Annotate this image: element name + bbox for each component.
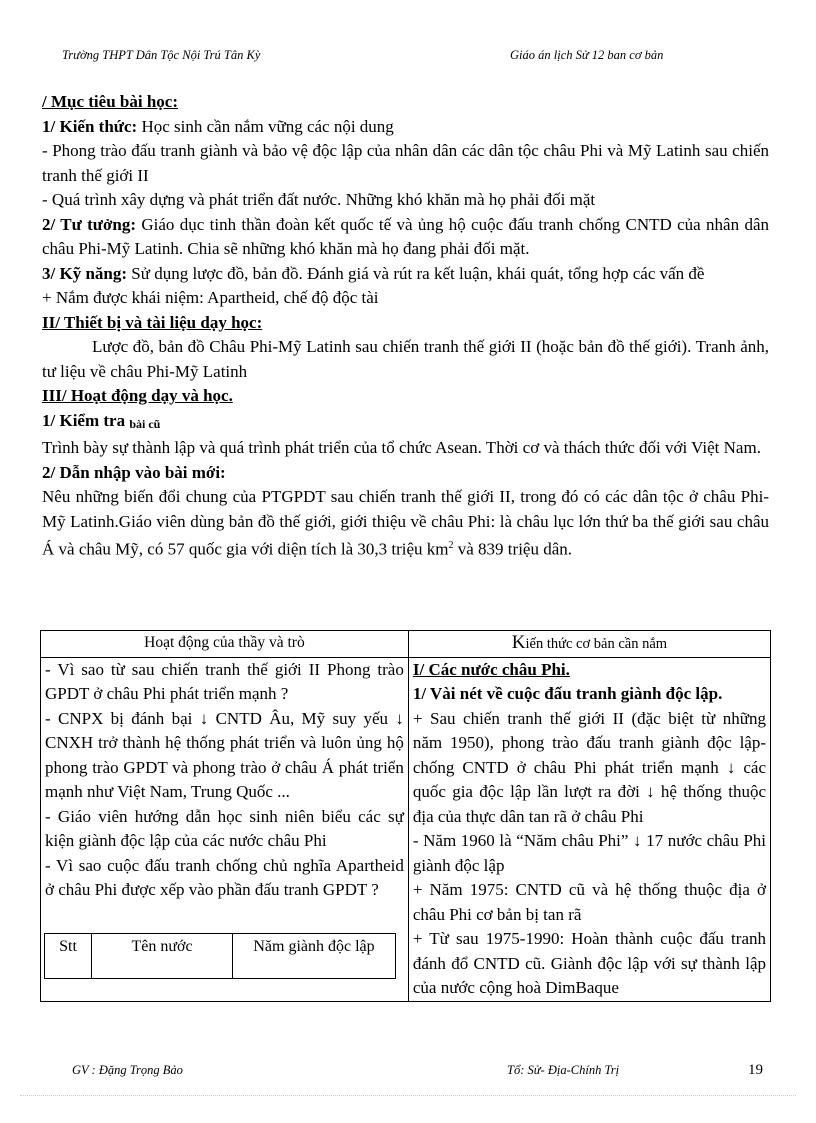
school-name: Trường THPT Dân Tộc Nội Trú Tân Kỳ xyxy=(62,48,261,62)
knowledge-item-1: - Phong trào đấu tranh giành và bảo vệ độc lập của nhân dân các dân tộc châu Phi và Mỹ Latinh sau chiến tranh thế giới II xyxy=(42,141,769,185)
activities-heading: III/ Hoạt động dạy và học. xyxy=(42,386,233,405)
sub-header-row xyxy=(45,933,396,978)
table-header-row xyxy=(41,631,771,658)
knowledge-point-2: - Năm 1960 là “Năm châu Phi” ↓ 17 nước châu Phi giành độc lập xyxy=(412,831,766,875)
intro-heading: 2/ Dẫn nhập vào bài mới: xyxy=(42,462,226,482)
department-name: Tổ: Sử- Địa-Chính Trị xyxy=(507,1063,620,1077)
table-body-row xyxy=(41,657,771,1001)
teacher-student-header: Hoạt động của thầy và trò xyxy=(41,631,409,658)
skill-item-2: + Nắm được khái niệm: Apartheid, chế độ độc tài xyxy=(42,288,379,307)
knowledge-header: Kiến thức cơ bản cần nắm xyxy=(408,631,770,658)
check-heading: 1/ Kiểm tra bài cũ xyxy=(42,410,161,431)
year-header: Năm giành độc lập xyxy=(233,933,396,978)
basic-knowledge xyxy=(408,657,770,1001)
intro-text: Nêu những biến đổi chung của PTGPDT sau chiến tranh thế giới II, trong đó có các dân tộc ở châu Phi-Mỹ Latinh.Giáo viên dùng bản đồ thế giới, giới thiệu về châu Phi: là châu lục lớn thứ ba thế giới sau châu Á và châu Mỹ, có 57 quốc gia với diện tích là 30,3 triệu $km^2$ và 839 triệu dân. xyxy=(42,487,769,559)
thought-line: 2/ Tư tưởng: Giáo dục tinh thần đoàn kết quốc tế và ủng hộ cuộc đấu tranh chống CNTD của nhân dân châu Phi-Mỹ Latinh. Chia sẽ những khó khăn mà họ đang phải đối mặt. xyxy=(42,214,769,258)
teacher-activities xyxy=(41,657,409,1001)
objectives-heading: / Mục tiêu bài học: xyxy=(42,92,178,111)
superscript-2: 2 xyxy=(448,540,454,551)
thought-label: 2/ Tư tưởng: xyxy=(42,214,137,234)
knowledge-line: 1/ Kiến thức: Học sinh cần nắm vững các nội dung xyxy=(42,116,394,136)
knowledge-item-2: - Quá trình xây dựng và phát triển đất nước. Những khó khăn mà họ phải đối mặt xyxy=(42,190,596,209)
knowledge-label: 1/ Kiến thức: xyxy=(42,116,138,136)
lesson-table xyxy=(40,630,771,1002)
lesson-content xyxy=(42,90,769,562)
activity-answer-1: - CNPX bị đánh bại ↓ CNTD Âu, Mỹ suy yếu ↓ CNXH trở thành hệ thống phát triển và luôn ủng hộ phong trào GPDT và phong trào ở châu Á phát triển mạnh như Việt Nam, Trung Quốc ... xyxy=(45,708,404,801)
equipment-text: Lược đồ, bản đồ Châu Phi-Mỹ Latinh sau chiến tranh thế giới II (hoặc bản đồ thế giới). Tranh ảnh, tư liệu về châu Phi-Mỹ Latinh xyxy=(42,337,769,381)
skill-label: 3/ Kỹ năng: xyxy=(42,263,128,283)
document-title: Giáo án lịch Sử 12 ban cơ bản xyxy=(510,48,664,62)
page-divider xyxy=(20,1095,796,1096)
activity-question-1: - Vì sao từ sau chiến tranh thế giới II Phong trào GPDT ở châu Phi phát triển mạnh ? xyxy=(45,659,404,703)
independence-table xyxy=(44,933,396,979)
knowledge-point-4: + Từ sau 1975-1990: Hoàn thành cuộc đấu tranh đánh đổ CNTD cũ. Giành độc lập với sự thành lập của nước cộng hoà DimBaque xyxy=(412,929,766,997)
struggle-subheading: 1/ Vài nét về cuộc đấu tranh giành độc lập. xyxy=(412,684,723,703)
knowledge-point-1: + Sau chiến tranh thế giới II (đặc biệt từ những năm 1950), phong trào đấu tranh giành độc lập-chống CNTD ở châu Phi phát triển mạnh ↓ các quốc gia độc lập lần lượt ra đời ↓ hệ thống thuộc địa của thực dân tan rã ở châu Phi xyxy=(412,708,766,826)
page-number: 19 xyxy=(748,1062,763,1078)
check-text: Trình bày sự thành lập và quá trình phát triển của tổ chức Asean. Thời cơ và thách thức đối với Việt Nam. xyxy=(42,438,761,457)
page-header xyxy=(62,48,754,68)
equipment-heading: II/ Thiết bị và tài liệu dạy học: xyxy=(42,312,263,332)
skill-line: 3/ Kỹ năng: Sử dụng lược đồ, bản đồ. Đánh giá và rút ra kết luận, khái quát, tổng hợp các vấn đề xyxy=(42,263,705,283)
country-header: Tên nước xyxy=(92,933,233,978)
stt-header: Stt xyxy=(45,933,92,978)
activity-question-2: - Vì sao cuộc đấu tranh chống chủ nghĩa Apartheid ở châu Phi được xếp vào phần đấu tranh GPDT ? xyxy=(45,855,404,899)
activity-guide: - Giáo viên hướng dẫn học sinh niên biểu các sự kiện giành độc lập của các nước châu Phi xyxy=(45,806,404,850)
teacher-name: GV : Đặng Trọng Bảo xyxy=(72,1063,183,1077)
knowledge-point-3: + Năm 1975: CNTD cũ và hệ thống thuộc địa ở châu Phi cơ bản bị tan rã xyxy=(412,880,766,924)
africa-heading: I/ Các nước châu Phi. xyxy=(412,659,570,679)
